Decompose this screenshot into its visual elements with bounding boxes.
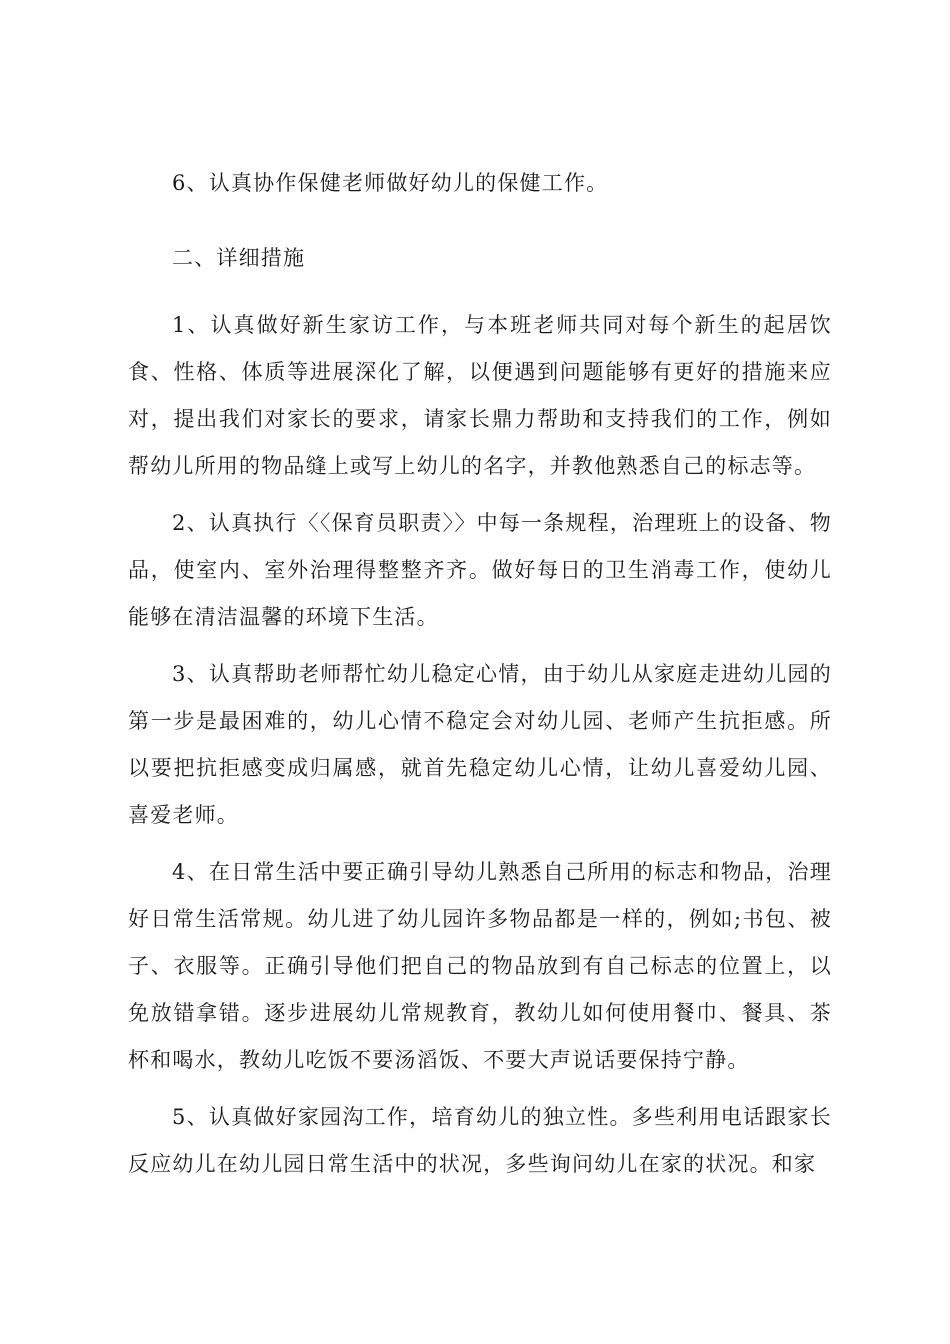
- paragraph-measure-1: 1、认真做好新生家访工作，与本班老师共同对每个新生的起居饮食、性格、体质等进展深化了解，以便遇到问题能够有更好的措施来应对，提出我们对家长的要求，请家长鼎力帮助和支持我们的工作，例如帮幼儿所用的物品缝上或写上幼儿的名字，并教他熟悉自己的标志等。: [128, 313, 832, 478]
- paragraph-measure-4: 4、在日常生活中要正确引导幼儿熟悉自己所用的标志和物品，治理好日常生活常规。幼儿进了幼儿园许多物品都是一样的，例如;书包、被子、衣服等。正确引导他们把自己的物品放到有自己标志的位置上，以免放错拿错。逐步进展幼儿常规教育，教幼儿如何使用餐巾、餐具、茶杯和喝水，教幼儿吃饭不要汤滔饭、不要大声说话要保持宁静。: [128, 860, 832, 1072]
- paragraph-measure-2: 2、认真执行〈〈保育员职责〉〉中每一条规程，治理班上的设备、物品，使室内、室外治理得整整齐齐。做好每日的卫生消毒工作，使幼儿能够在清洁温馨的环境下生活。: [128, 511, 832, 629]
- paragraph-item-6: 6、认真协作保健老师做好幼儿的保健工作。: [172, 171, 609, 195]
- paragraph-measure-3: 3、认真帮助老师帮忙幼儿稳定心情，由于幼儿从家庭走进幼儿园的第一步是最困难的，幼儿心情不稳定会对幼儿园、老师产生抗拒感。所以要把抗拒感变成归属感，就首先稳定幼儿心情，让幼儿喜爱幼儿园、喜爱老师。: [128, 662, 832, 827]
- section-heading-measures: 二、详细措施: [172, 246, 306, 270]
- document-body: [128, 160, 832, 1198]
- paragraph-measure-5: 5、认真做好家园沟工作，培育幼儿的独立性。多些利用电话跟家长反应幼儿在幼儿园日常生活中的状况，多些询问幼儿在家的状况。和家: [128, 1105, 832, 1176]
